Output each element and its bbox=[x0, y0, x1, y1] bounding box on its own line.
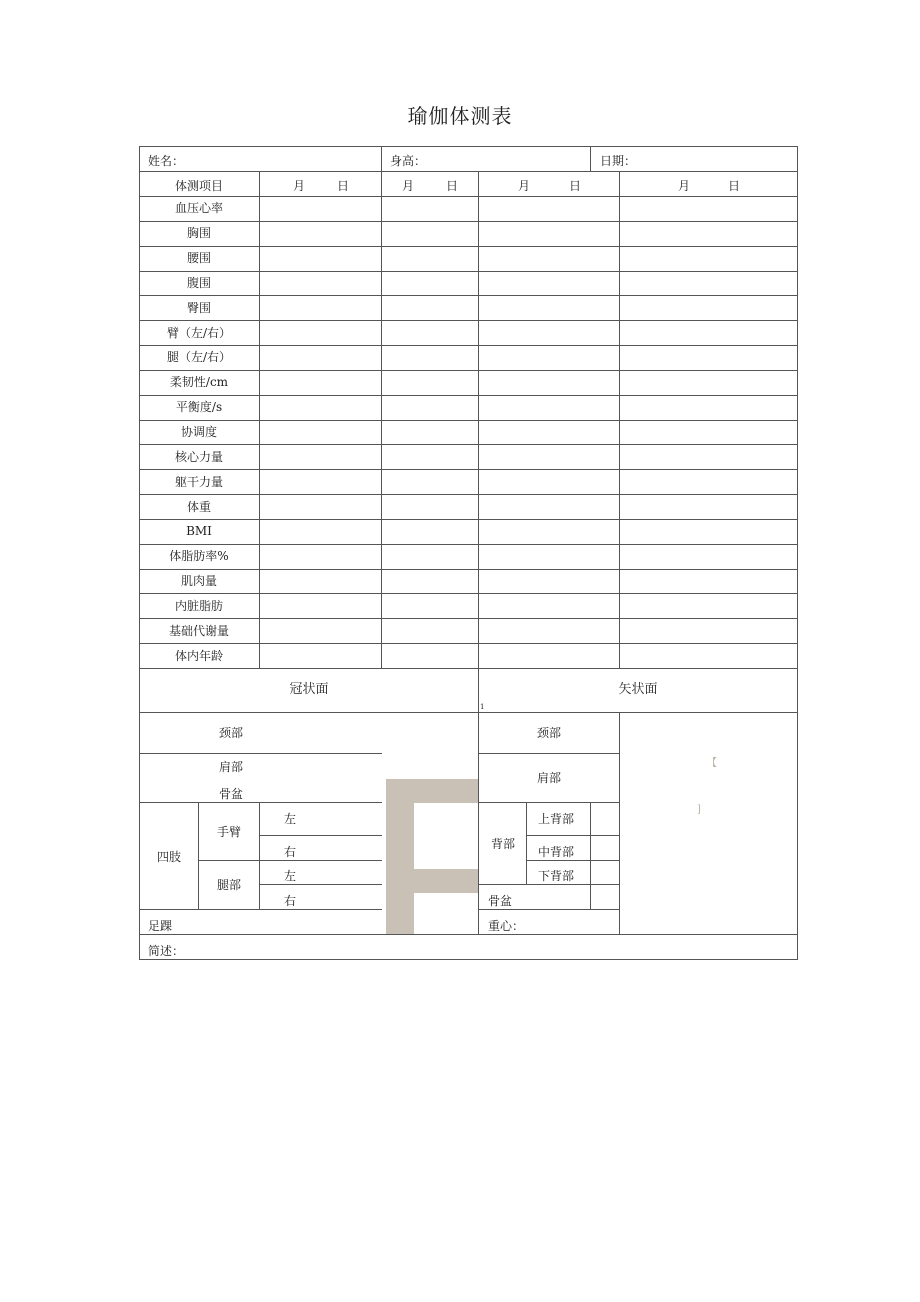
ankle-label: 足踝 bbox=[148, 919, 173, 933]
grid-line bbox=[139, 569, 798, 570]
grid-line bbox=[478, 171, 479, 669]
leg-left-label: 左 bbox=[283, 869, 297, 883]
grid-line bbox=[526, 802, 527, 885]
grid-line bbox=[139, 544, 798, 545]
item-label: 血压心率 bbox=[174, 201, 224, 216]
bracket-open-mark: 【 bbox=[707, 758, 717, 769]
page-title: 瑜伽体测表 bbox=[407, 104, 513, 128]
grid-line bbox=[526, 835, 620, 836]
grid-line bbox=[797, 146, 798, 960]
item-label: 柔韧性/cm bbox=[169, 375, 229, 390]
grid-line bbox=[619, 712, 620, 935]
grid-line bbox=[139, 959, 798, 960]
grid-line bbox=[139, 618, 798, 619]
month-1: 月 bbox=[292, 179, 306, 193]
grid-line bbox=[139, 146, 798, 147]
grid-line bbox=[381, 171, 382, 669]
center-of-gravity-label: 重心： bbox=[488, 919, 525, 933]
limbs-label: 四肢 bbox=[156, 850, 182, 864]
summary-label: 简述： bbox=[148, 944, 185, 958]
grid-line bbox=[139, 494, 798, 495]
day-1: 日 bbox=[336, 179, 350, 193]
grid-line bbox=[139, 370, 798, 371]
item-label: 核心力量 bbox=[174, 449, 224, 464]
grid-line bbox=[139, 271, 798, 272]
item-label: BMI bbox=[186, 524, 212, 539]
name-label: 姓名： bbox=[148, 154, 185, 168]
sagittal-shoulder-label: 肩部 bbox=[536, 771, 562, 785]
item-label: 内脏脂肪 bbox=[174, 598, 224, 613]
item-header: 体测项目 bbox=[174, 179, 224, 193]
grid-line bbox=[619, 171, 620, 669]
grid-line bbox=[139, 444, 798, 445]
grid-line bbox=[139, 420, 798, 421]
month-4: 月 bbox=[677, 179, 691, 193]
tiny-mark: 1 bbox=[480, 703, 485, 711]
grid-line bbox=[139, 196, 798, 197]
arm-label: 手臂 bbox=[216, 825, 242, 839]
grid-line bbox=[259, 171, 260, 669]
grid-line bbox=[139, 246, 798, 247]
grid-line bbox=[259, 802, 260, 910]
grid-line bbox=[139, 753, 382, 754]
item-label: 体内年龄 bbox=[174, 648, 224, 663]
grid-line bbox=[139, 909, 382, 910]
arm-right-label: 右 bbox=[283, 845, 297, 859]
grid-line bbox=[478, 909, 620, 910]
grid-line bbox=[478, 884, 620, 885]
grid-line bbox=[198, 802, 199, 910]
grid-line bbox=[259, 884, 382, 885]
item-label: 腰围 bbox=[186, 251, 212, 266]
item-label: 平衡度/s bbox=[175, 400, 223, 415]
arm-left-label: 左 bbox=[283, 812, 297, 826]
bracket-close-mark: ] bbox=[697, 804, 701, 815]
grid-line bbox=[478, 753, 620, 754]
grid-line bbox=[139, 320, 798, 321]
grid-line bbox=[590, 802, 591, 910]
day-4: 日 bbox=[727, 179, 741, 193]
item-label: 体重 bbox=[186, 499, 212, 514]
grid-line bbox=[590, 146, 591, 172]
item-label: 协调度 bbox=[180, 424, 218, 439]
grid-line bbox=[381, 146, 382, 172]
sagittal-plane-label: 矢状面 bbox=[618, 682, 658, 697]
item-label: 臀围 bbox=[186, 300, 212, 315]
grid-line bbox=[139, 395, 798, 396]
posture-figure-mid-bar bbox=[414, 869, 478, 893]
mid-back-label: 中背部 bbox=[537, 845, 575, 859]
grid-line bbox=[139, 146, 140, 960]
posture-figure-stem bbox=[386, 779, 414, 935]
grid-line bbox=[139, 171, 798, 172]
item-label: 体脂肪率% bbox=[169, 549, 229, 564]
posture-figure-top-bar bbox=[414, 779, 478, 803]
grid-line bbox=[139, 295, 798, 296]
grid-line bbox=[139, 643, 798, 644]
grid-line bbox=[139, 593, 798, 594]
leg-right-label: 右 bbox=[283, 894, 297, 908]
month-2: 月 bbox=[401, 179, 415, 193]
item-label: 腿（左/右） bbox=[166, 350, 232, 365]
item-label: 臂（左/右） bbox=[166, 325, 232, 340]
sagittal-neck-label: 颈部 bbox=[536, 726, 562, 740]
grid-line bbox=[139, 802, 382, 803]
coronal-plane-label: 冠状面 bbox=[289, 682, 329, 697]
grid-line bbox=[139, 519, 798, 520]
leg-label: 腿部 bbox=[216, 878, 242, 892]
grid-line bbox=[259, 835, 382, 836]
grid-line bbox=[139, 345, 798, 346]
grid-line bbox=[139, 934, 798, 935]
grid-line bbox=[478, 802, 620, 803]
lower-back-label: 下背部 bbox=[537, 869, 575, 883]
height-label: 身高： bbox=[390, 154, 427, 168]
day-3: 日 bbox=[568, 179, 582, 193]
day-2: 日 bbox=[445, 179, 459, 193]
grid-line bbox=[198, 860, 382, 861]
neck-label: 颈部 bbox=[218, 726, 244, 740]
grid-line bbox=[139, 221, 798, 222]
grid-line bbox=[139, 668, 798, 669]
grid-line bbox=[526, 860, 620, 861]
item-label: 腹围 bbox=[186, 275, 212, 290]
item-label: 肌肉量 bbox=[180, 574, 218, 589]
date-label: 日期： bbox=[600, 154, 637, 168]
item-label: 躯干力量 bbox=[174, 474, 224, 489]
grid-line bbox=[139, 712, 798, 713]
grid-line bbox=[139, 469, 798, 470]
item-label: 胸围 bbox=[186, 226, 212, 241]
month-3: 月 bbox=[517, 179, 531, 193]
shoulder-label: 肩部 bbox=[218, 760, 244, 774]
sagittal-pelvis-label: 骨盆 bbox=[488, 894, 513, 908]
back-label: 背部 bbox=[490, 837, 516, 851]
upper-back-label: 上背部 bbox=[537, 812, 575, 826]
pelvis-label: 骨盆 bbox=[218, 787, 244, 801]
item-label: 基础代谢量 bbox=[168, 623, 230, 638]
